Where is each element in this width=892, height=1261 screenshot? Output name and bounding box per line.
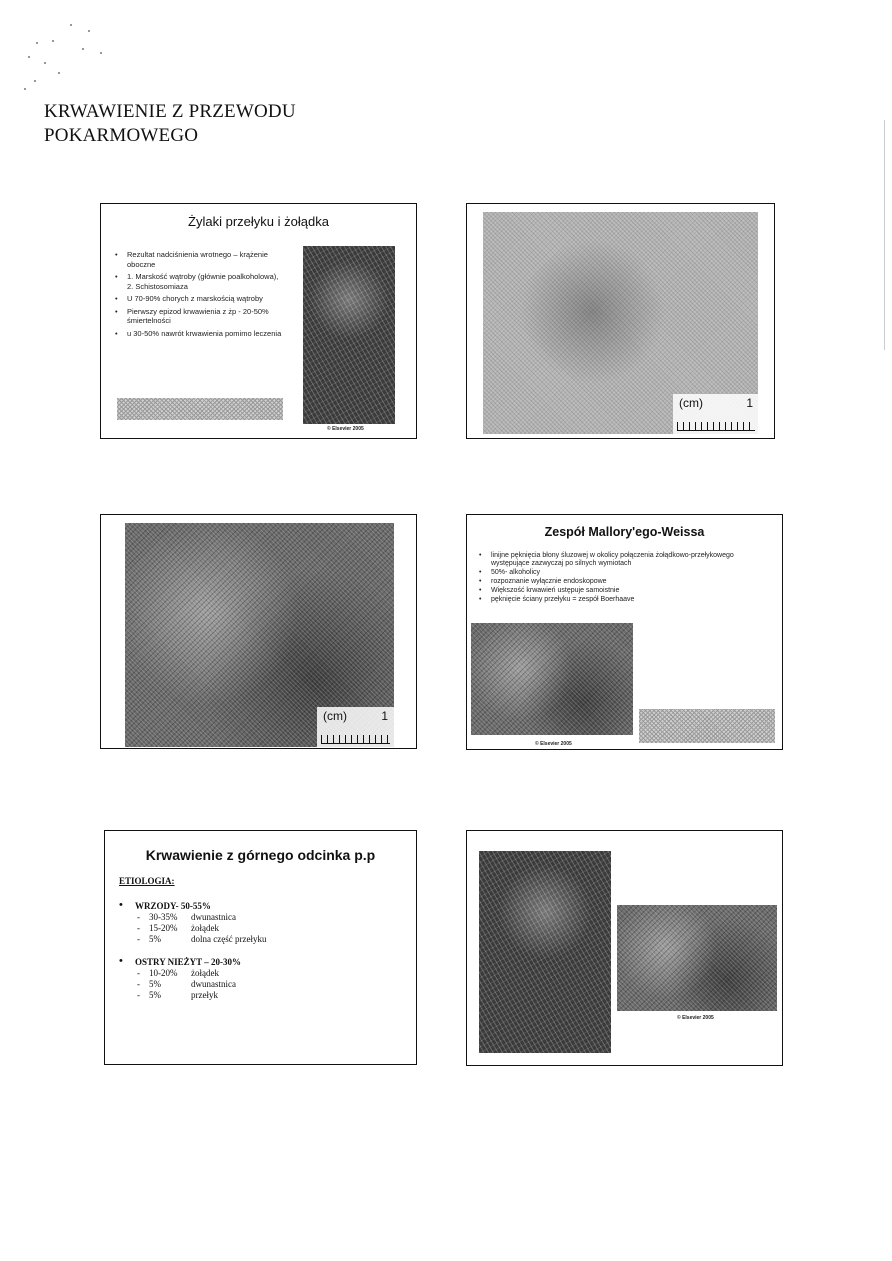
list-item: • 1. Marskość wątroby (głównie poalkoholowa), — [113, 272, 293, 282]
list-item: • u 30-50% nawrót krwawienia pomimo leczenia — [113, 329, 293, 339]
site: żołądek — [191, 923, 219, 933]
slide-title: Zespół Mallory'ego-Weissa — [544, 525, 705, 539]
table-row: - 5% przełyk — [137, 990, 218, 1000]
scan-edge-line — [884, 120, 885, 350]
page-title-line-2: POKARMOWEGO — [44, 125, 199, 146]
percent: 5% — [149, 990, 161, 1000]
scan-speckles — [22, 22, 102, 92]
etiology-label: ETIOLOGIA: — [119, 876, 175, 886]
list-item: • pęknięcie ściany przełyku = zespół Boerhaave — [477, 596, 772, 604]
copyright: © Elsevier 2005 — [535, 741, 572, 747]
scale-bar — [317, 707, 394, 747]
site: przełyk — [191, 990, 218, 1000]
copyright: © Elsevier 2005 — [677, 1015, 714, 1021]
gastritis-group — [119, 957, 266, 1001]
list-item: • rozpoznanie wyłącznie endoskopowe — [477, 578, 772, 586]
list-item: • linijne pęknięcia błony śluzowej w okolicy połączenia żołądkowo-przełykowego występujące zazwyczaj po silnych wymiotach — [477, 552, 772, 568]
scale-mark: 1 — [381, 709, 388, 723]
list-item: 2. Schistosomiaza — [127, 281, 188, 291]
percent: 5% — [149, 934, 161, 944]
slide-title: Krwawienie z górnego odcinka p.p — [145, 847, 376, 863]
table-row: - 30-35% dwunastnica — [137, 912, 236, 922]
esophagus-photo — [303, 246, 395, 424]
scale-unit: (cm) — [679, 396, 703, 410]
table-row: - 5% dwunastnica — [137, 979, 236, 989]
list-item: • U 70-90% chorych z marskością wątroby — [113, 294, 293, 304]
site: żołądek — [191, 968, 219, 978]
ruler-ticks — [677, 422, 755, 431]
etiology-section — [119, 876, 266, 1013]
scale-bar — [673, 394, 759, 434]
percent: 10-20% — [149, 968, 178, 978]
percent: 5% — [149, 979, 161, 989]
table-row: - 15-20% żołądek — [137, 923, 219, 933]
list-item: • Rezultat nadciśnienia wrotnego – krążenie oboczne — [113, 250, 293, 269]
scale-unit: (cm) — [323, 709, 347, 723]
site: dolna część przełyku — [191, 934, 267, 944]
group-heading: • WRZODY- 50-55% — [119, 901, 266, 912]
bullet-list — [113, 250, 293, 341]
slide-specimen-photo — [466, 203, 775, 439]
caption-placeholder — [117, 398, 283, 420]
bullet-list — [477, 552, 772, 605]
slide-mallory-weiss — [466, 514, 783, 750]
table-row: - 10-20% żołądek — [137, 968, 219, 978]
page-title-line-1: KRWAWIENIE Z PRZEWODU — [44, 101, 296, 122]
percent: 30-35% — [149, 912, 178, 922]
slide-varices — [100, 203, 417, 439]
ruler-ticks — [321, 735, 390, 744]
slide-histology-photo — [100, 514, 417, 749]
mucosa-photo-2 — [617, 905, 777, 1011]
site: dwunastnica — [191, 979, 236, 989]
scale-mark: 1 — [746, 396, 753, 410]
endoscopy-photo — [471, 623, 633, 735]
list-item: • 50%- alkoholicy — [477, 569, 772, 577]
group-heading: • OSTRY NIEŻYT – 20-30% — [119, 957, 266, 968]
slide-gastritis-photos — [466, 830, 783, 1066]
caption-placeholder — [639, 709, 775, 743]
page-title — [44, 100, 296, 148]
copyright: © Elsevier 2005 — [327, 426, 364, 432]
ulcers-group — [119, 901, 266, 945]
mucosa-photo-1 — [479, 851, 611, 1053]
list-item: • Większość krwawień ustępuje samoistnie — [477, 587, 772, 595]
percent: 15-20% — [149, 923, 178, 933]
site: dwunastnica — [191, 912, 236, 922]
slide-title: Żylaki przełyku i żołądka — [188, 214, 329, 229]
table-row: - 5% dolna część przełyku — [137, 934, 267, 944]
slide-upper-gi-bleeding — [104, 830, 417, 1065]
list-item: • Pierwszy epizod krwawienia z żp - 20-50% śmiertelności — [113, 307, 293, 326]
